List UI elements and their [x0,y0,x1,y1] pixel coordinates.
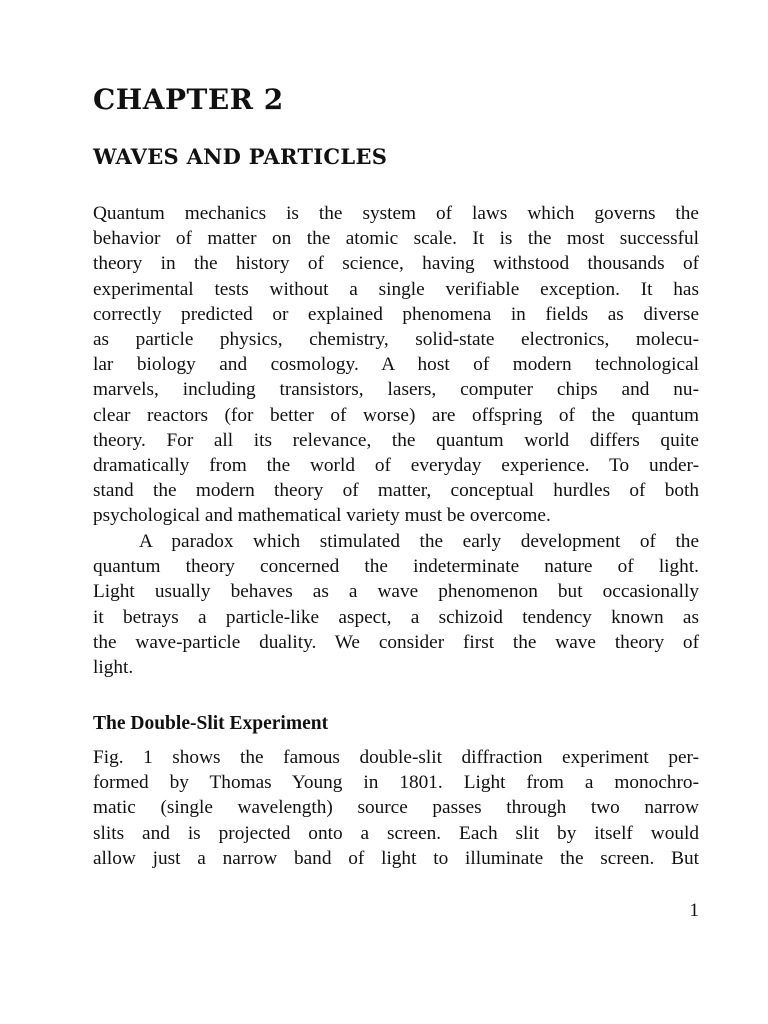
text-line: matic (single wavelength) source passes through two narrow [93,797,699,819]
subsection-heading: The Double-Slit Experiment [93,713,329,734]
text-line: correctly predicted or explained phenomena in fields as diverse [93,303,699,325]
text-line: A paradox which stimulated the early development of the [139,531,699,552]
text-line: light. [93,656,134,678]
page-number: 1 [689,900,699,921]
paragraph-intro [93,201,699,528]
text-line: the wave-particle duality. We consider first the wave theory of [93,631,699,653]
text-line: Quantum mechanics is the system of laws which governs the [93,203,699,224]
text-line: quantum theory concerned the indeterminate nature of light. [93,556,699,578]
text-line: marvels, including transistors, lasers, computer chips and nu- [93,379,699,401]
text-line: dramatically from the world of everyday experience. To under- [93,454,699,476]
paragraph-paradox [93,529,699,680]
chapter-title: WAVES AND PARTICLES [93,144,388,169]
text-line: experimental tests without a single verifiable exception. It has [93,278,699,300]
text-line: psychological and mathematical variety must be overcome. [93,505,551,527]
text-line: stand the modern theory of matter, conceptual hurdles of both [93,480,699,502]
text-line: as particle physics, chemistry, solid-state electronics, molecu- [93,328,699,350]
text-line: Fig. 1 shows the famous double-slit diffraction experiment per- [93,747,699,768]
book-page [93,0,699,1024]
text-line: it betrays a particle-like aspect, a schizoid tendency known as [93,606,699,628]
text-line: allow just a narrow band of light to illuminate the screen. But [93,847,699,869]
chapter-heading: CHAPTER 2 [93,83,284,116]
text-line: theory. For all its relevance, the quantum world differs quite [93,429,699,451]
text-line: slits and is projected onto a screen. Each slit by itself would [93,822,699,844]
text-line: Light usually behaves as a wave phenomenon but occasionally [93,581,699,603]
text-line: theory in the history of science, having withstood thousands of [93,253,699,275]
text-line: behavior of matter on the atomic scale. It is the most successful [93,228,699,250]
text-line: formed by Thomas Young in 1801. Light from a monochro- [93,772,699,794]
text-line: lar biology and cosmology. A host of modern technological [93,354,699,376]
paragraph-double-slit [93,745,699,871]
text-line: clear reactors (for better of worse) are offspring of the quantum [93,404,699,426]
